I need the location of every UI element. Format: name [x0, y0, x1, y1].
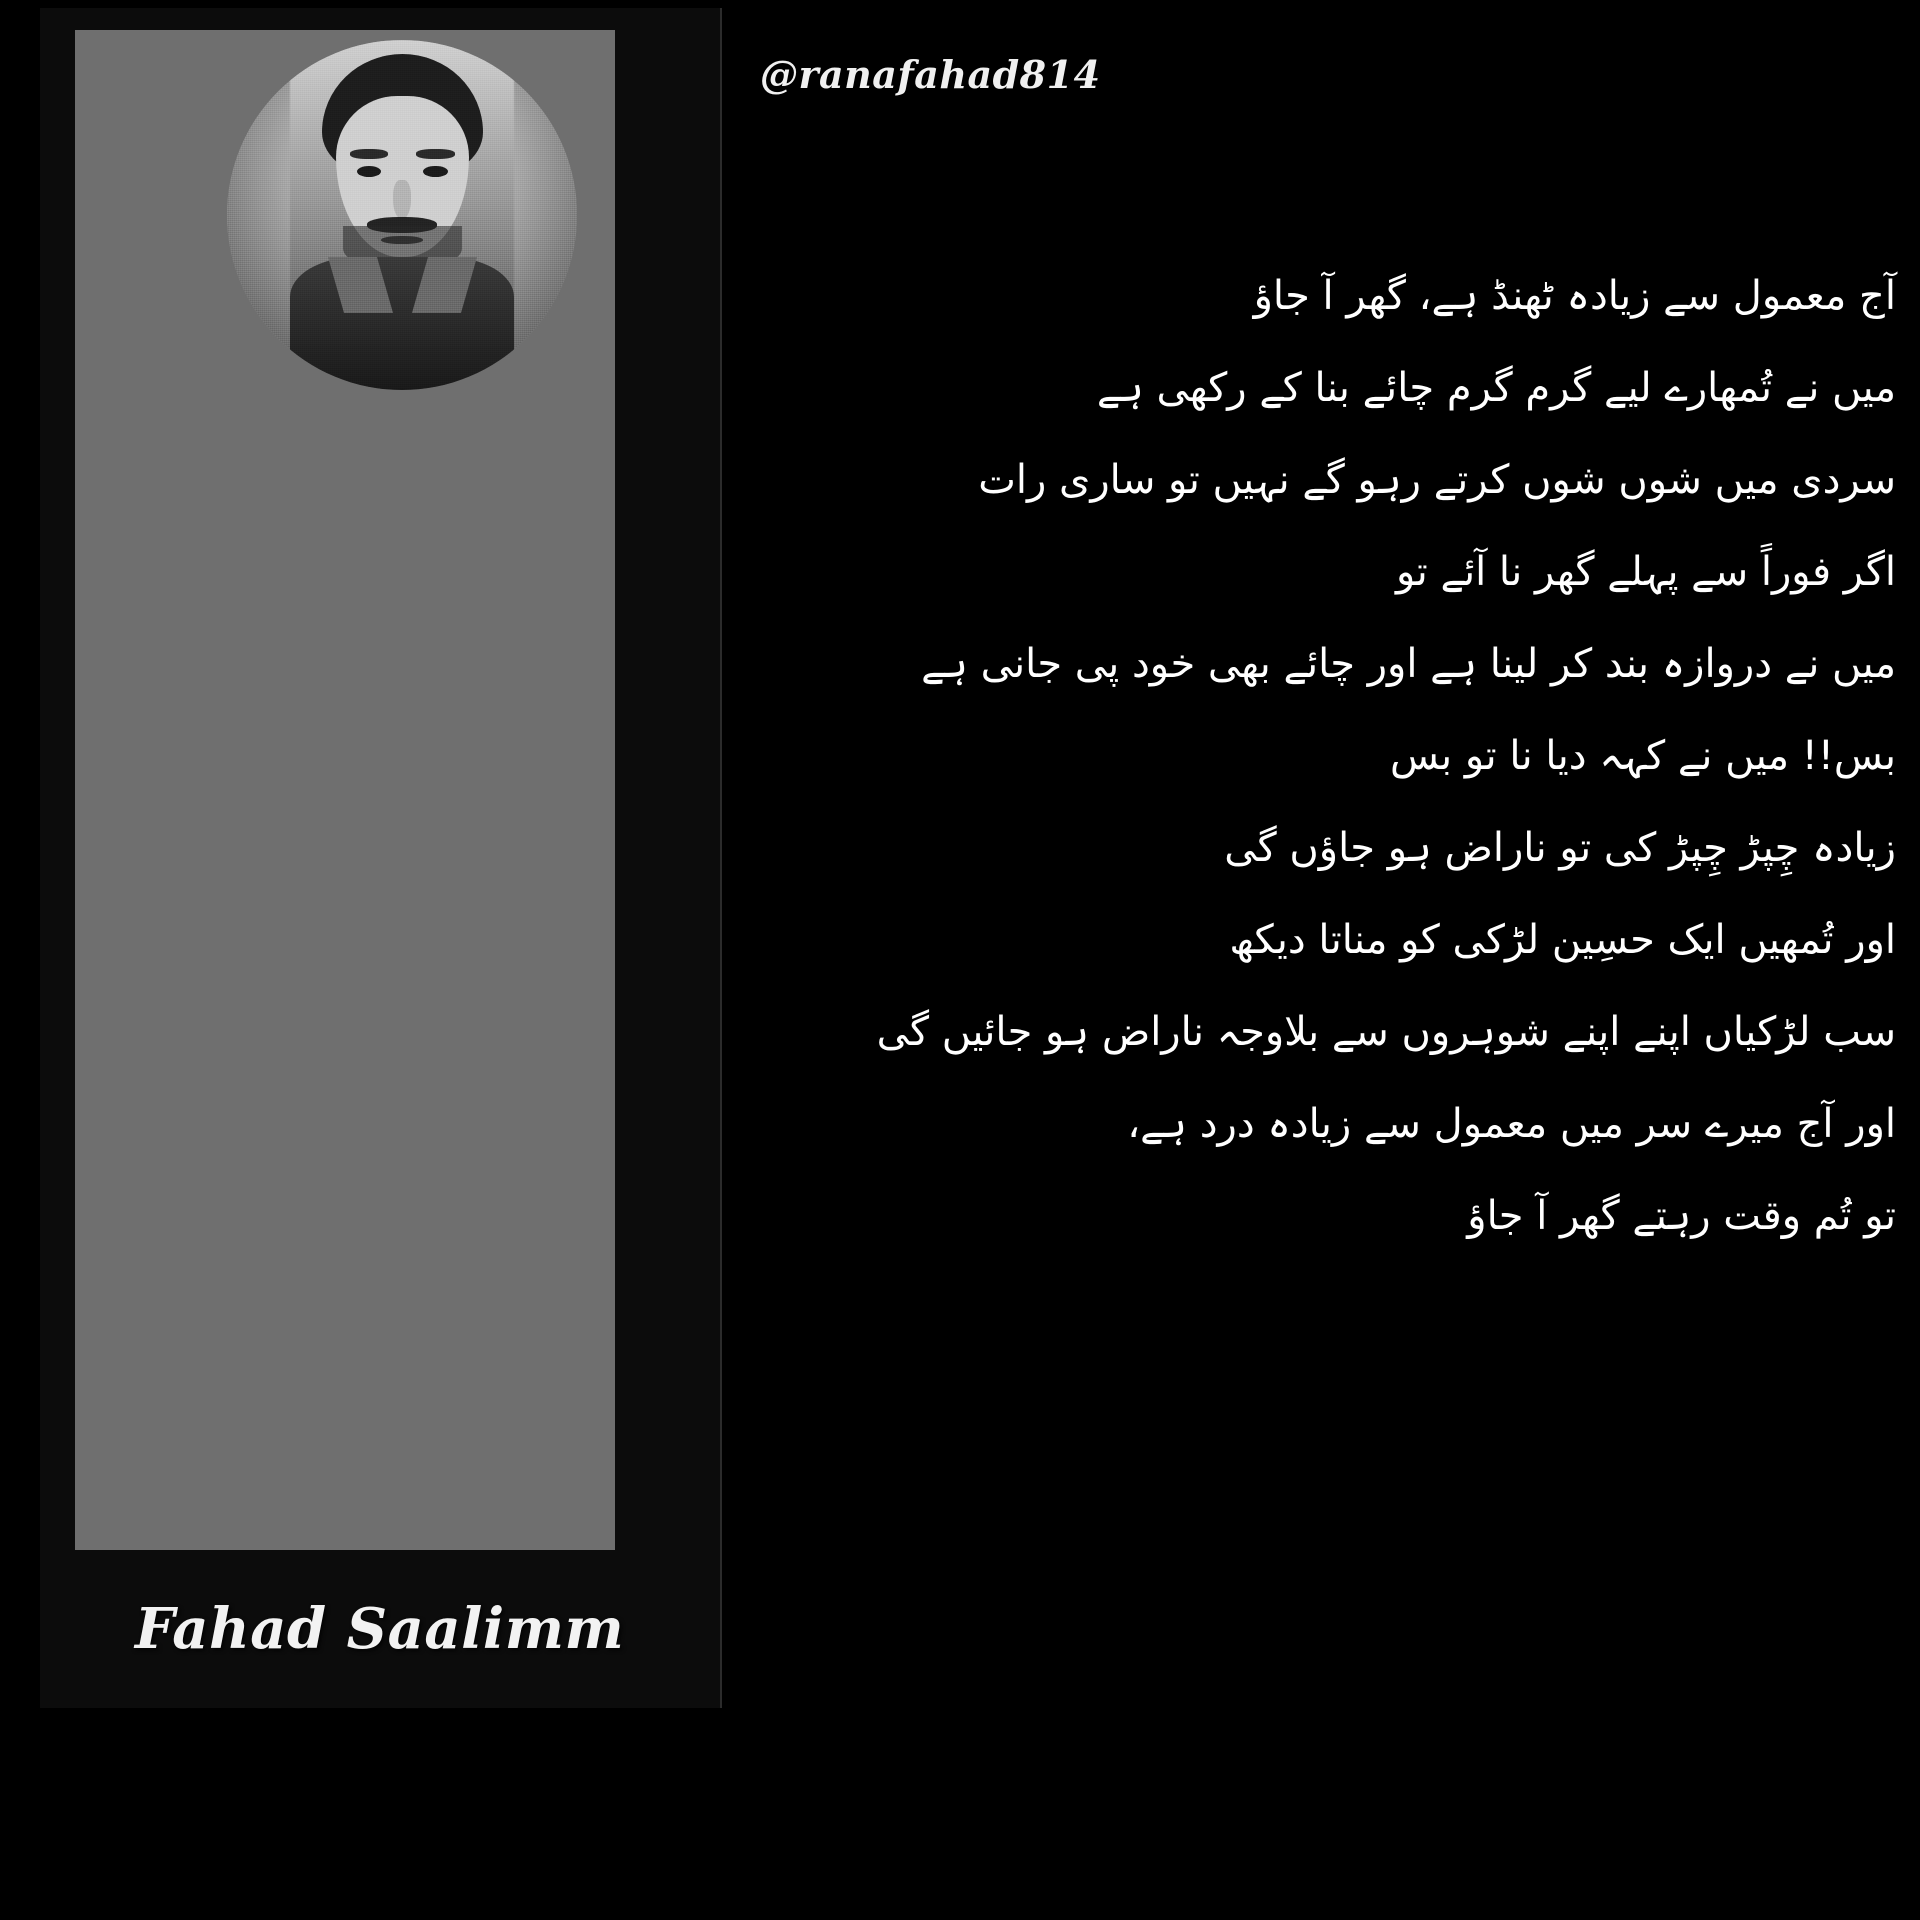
- poem-line: بس!! میں نے کہہ دیا نا تو بس: [1389, 733, 1896, 779]
- poem-line: آج معمول سے زیادہ ٹھنڈ ہے، گھر آ جاؤ: [1253, 273, 1896, 319]
- photo-panel: [75, 30, 615, 1550]
- poem-body: [700, 250, 1896, 1262]
- signature-name: Fahad Saalimm: [135, 1596, 625, 1662]
- poem-line: سب لڑکیاں اپنے اپنے شوہروں سے بلاوجہ ناراض ہو جائیں گی: [876, 1009, 1896, 1055]
- poem-line: تو تُم وقت رہتے گھر آ جاؤ: [1467, 1193, 1896, 1239]
- left-photo-card: [40, 8, 722, 1708]
- poem-line: اگر فوراً سے پہلے گھر نا آئے تو: [1396, 549, 1896, 595]
- avatar-grain-overlay: [227, 40, 577, 390]
- poem-line: زیادہ چِپڑ چِپڑ کی تو ناراض ہو جاؤں گی: [1224, 825, 1896, 871]
- poem-line: میں نے تُمھارے لیے گرم گرم چائے بنا کے رکھی ہے: [1096, 365, 1896, 411]
- avatar: [227, 40, 577, 390]
- poem-line: اور تُمھیں ایک حسِین لڑکی کو مناتا دیکھ: [1229, 917, 1896, 963]
- poem-line: اور آج میرے سر میں معمول سے زیادہ درد ہے،: [1127, 1101, 1896, 1147]
- profile-handle: @ranafahad814: [760, 52, 1101, 97]
- poem-line: میں نے دروازہ بند کر لینا ہے اور چائے بھی خود پی جانی ہے: [921, 641, 1896, 687]
- poem-line: سردی میں شوں شوں کرتے رہو گے نہیں تو ساری رات: [978, 457, 1896, 503]
